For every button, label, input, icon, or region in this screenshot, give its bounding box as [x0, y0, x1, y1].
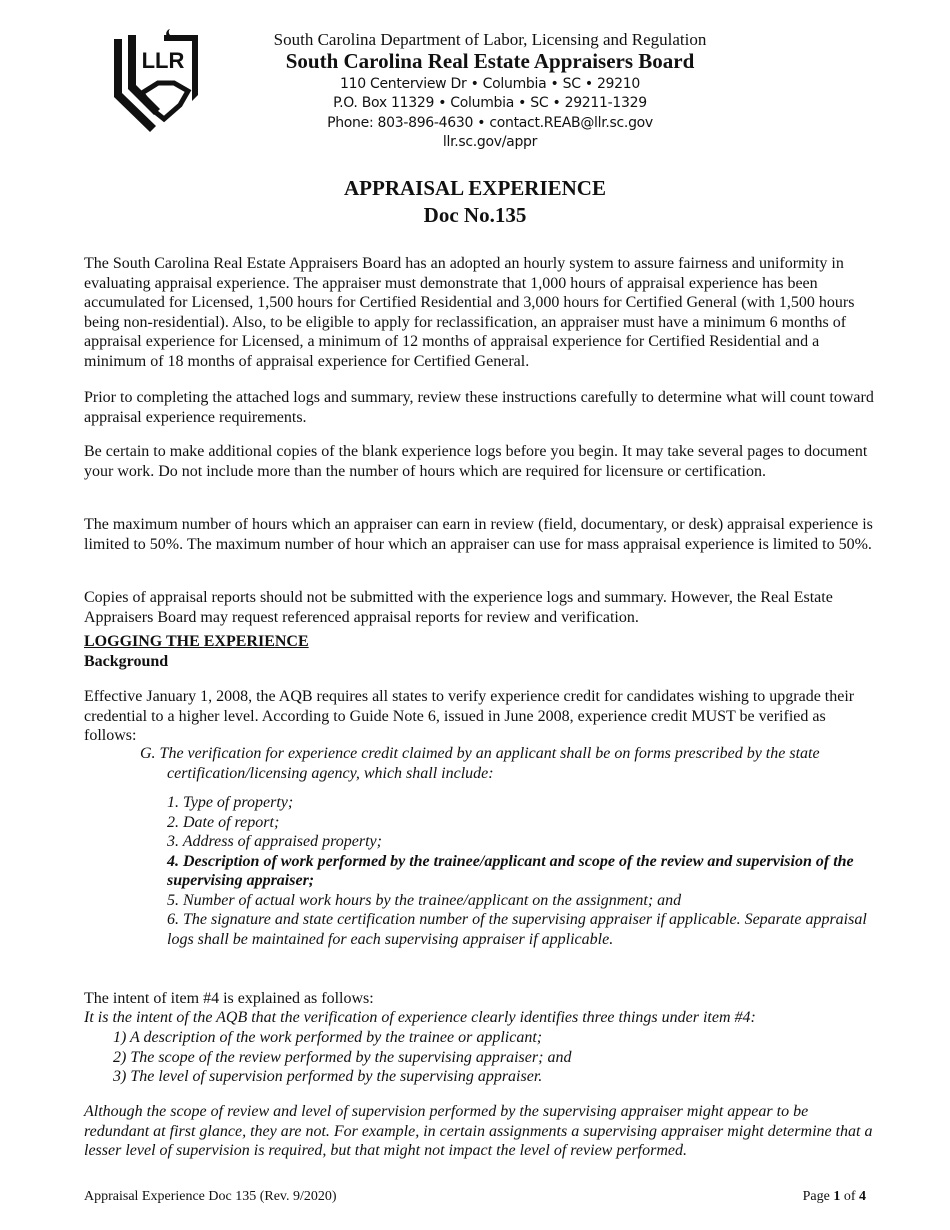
- background-paragraph: Effective January 1, 2008, the AQB requires all states to verify experience credit for candidates wishing to upgrade their credential to a higher level. According to Guide Note 6, issued in June 2008, experience credit MUST be verified as follows:: [84, 688, 855, 744]
- list-item: 3) The level of supervision performed by the supervising appraiser.: [113, 1068, 543, 1085]
- verification-requirements-list: [167, 793, 867, 949]
- page-number: Page 1 of 4: [802, 1189, 866, 1204]
- background-subheading: Background: [84, 653, 169, 670]
- po-box-address: P.O. Box 11329 • Columbia • SC • 29211-1329: [333, 95, 647, 111]
- list-item: 2. Date of report;: [167, 813, 280, 831]
- instructions-paragraph: Prior to completing the attached logs and summary, review these instructions carefully to determine what will count toward appraisal experience requirements.: [84, 389, 874, 426]
- review-limit-paragraph: The maximum number of hours which an appraiser can earn in review (field, documentary, or desk) appraisal experience is limited to 50%. The maximum number of hour which an appraiser can use for mass appraisal experience is limited to 50%.: [84, 516, 873, 553]
- document-title: APPRAISAL EXPERIENCE: [344, 176, 606, 200]
- logo-text: LLR: [141, 48, 185, 73]
- total-pages: 4: [859, 1189, 866, 1204]
- footer-doc-label: Appraisal Experience Doc 135 (Rev. 9/2020): [84, 1189, 337, 1204]
- street-address: 110 Centerview Dr • Columbia • SC • 29210: [340, 76, 640, 92]
- reports-paragraph: Copies of appraisal reports should not be submitted with the experience logs and summary. However, the Real Estate Appraisers Board may request referenced appraisal reports for review and verification.: [84, 589, 833, 626]
- list-item: 1. Type of property;: [167, 794, 294, 811]
- intent-label: The intent of item #4 is explained as follows:: [84, 990, 374, 1007]
- copies-paragraph: Be certain to make additional copies of the blank experience logs before you begin. It may take several pages to document your work. Do not include more than the number of hours which are required for licensure or certification.: [84, 443, 868, 480]
- contact-phone-email: Phone: 803-896-4630 • contact.REAB@llr.sc.gov: [327, 115, 653, 131]
- current-page: 1: [833, 1189, 841, 1204]
- llr-logo: [108, 27, 202, 135]
- board-name: South Carolina Real Estate Appraisers Board: [285, 49, 695, 73]
- list-item: 2) The scope of the review performed by the supervising appraiser; and: [113, 1048, 572, 1066]
- intent-lead: It is the intent of the AQB that the verification of experience clearly identifies three things under item #4:: [84, 1009, 756, 1026]
- intent-closing-paragraph: Although the scope of review and level of supervision performed by the supervising appraiser might appear to be redundant at first glance, they are not. For example, in certain assignments a supervising appraiser might determine that a lesser level of supervision is required, but that might not impact the level of review performed.: [84, 1103, 873, 1159]
- guide-note-item-g: G. The verification for experience credit claimed by an applicant shall be on forms prescribed by the state certification/licensing agency, which shall include:: [140, 745, 820, 782]
- list-item: 3. Address of appraised property;: [167, 833, 382, 850]
- intent-list: [113, 1028, 873, 1087]
- list-item: 5. Number of actual work hours by the trainee/applicant on the assignment; and: [167, 891, 682, 909]
- list-item: 1) A description of the work performed by the trainee or applicant;: [113, 1029, 543, 1046]
- intro-paragraph-hours: The South Carolina Real Estate Appraisers Board has an adopted an hourly system to assure fairness and uniformity in evaluating appraisal experience. The appraiser must demonstrate that 1,000 hours of appraisal experience has been accumulated for Licensed, 1,500 hours for Certified Residential and 3,000 hours for Certified General (with 1,500 hours being non-residential). Also, to be eligible to apply for reclassification, an appraiser must have a minimum 6 months of appraisal experience for Licensed, a minimum of 12 months of appraisal experience for Certified Residential and a minimum of 18 months of appraisal experience for Certified General.: [84, 255, 855, 370]
- list-item: 4. Description of work performed by the trainee/applicant and scope of the review and supervision of the supervising appraiser;: [167, 852, 854, 889]
- department-name: South Carolina Department of Labor, Licensing and Regulation: [273, 30, 707, 49]
- section-heading: LOGGING THE EXPERIENCE: [84, 633, 309, 650]
- website: llr.sc.gov/appr: [442, 134, 538, 150]
- list-item: 6. The signature and state certification number of the supervising appraiser if applicable. Separate appraisal logs shall be maintained for each supervising appraiser if applicable.: [167, 911, 867, 948]
- document-number: Doc No.135: [423, 203, 527, 227]
